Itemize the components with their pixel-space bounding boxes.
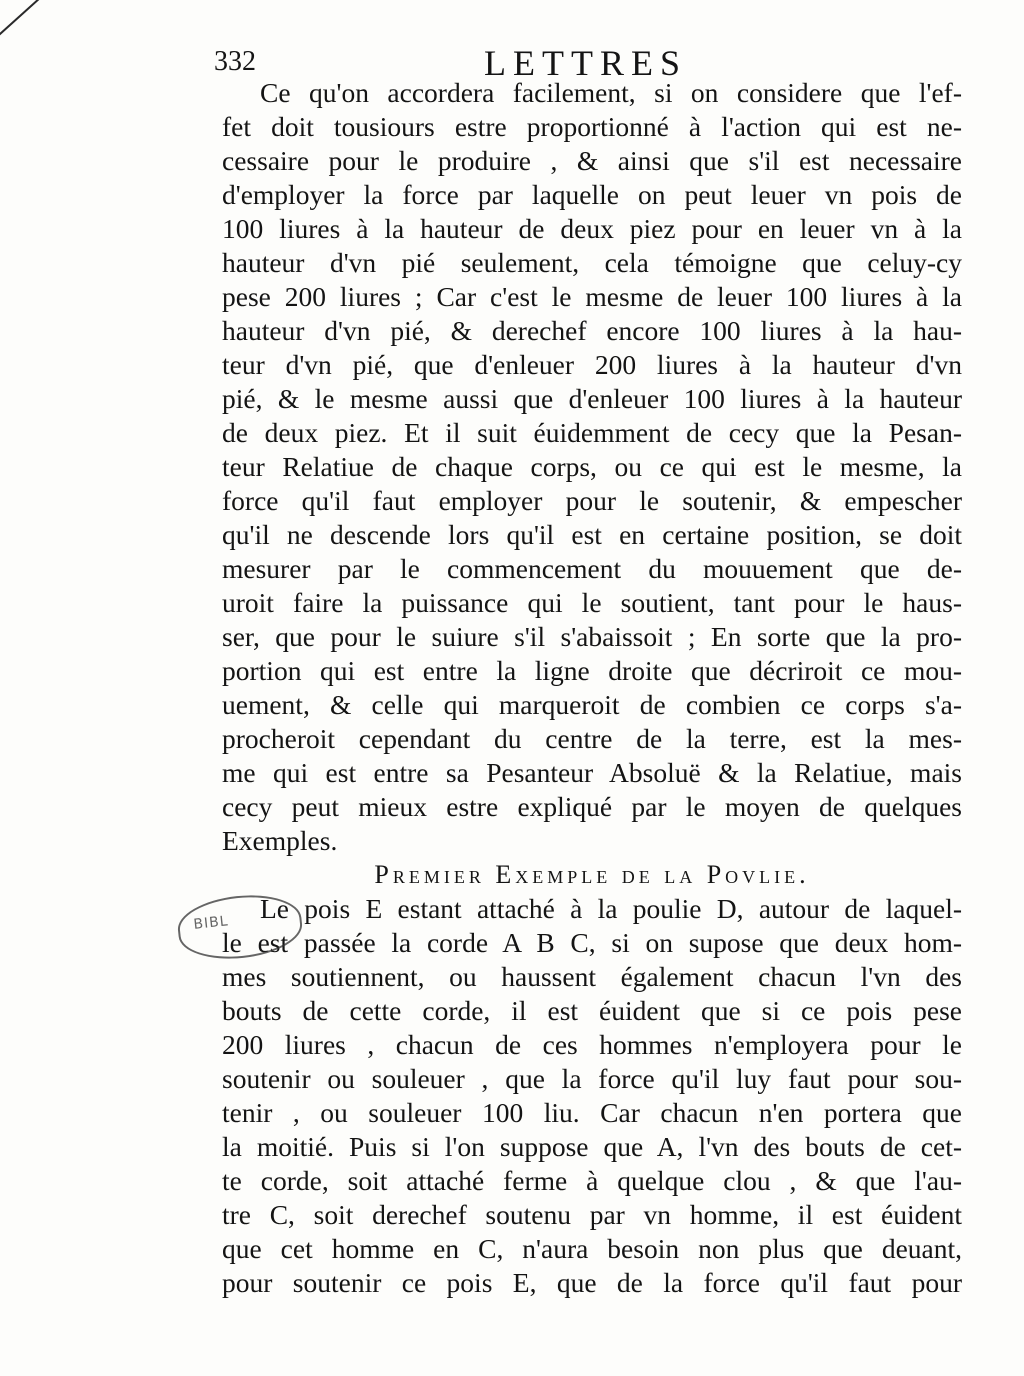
text-line: cecy peut mieux estre expliqué par le moyen de quelques [222, 791, 962, 822]
running-title: LETTRES [484, 43, 687, 83]
section-heading: Premier Exemple de la Povlie. [374, 860, 810, 889]
stamp-text: BIBL [192, 913, 230, 933]
text-line: pour soutenir ce pois E, que de la force qu'il faut pour [222, 1267, 962, 1298]
text-line: bouts de cette corde, il est éuident que si ce pois pese [222, 995, 962, 1026]
text-line: la moitié. Puis si l'on suppose que A, l'vn des bouts de cet- [222, 1131, 962, 1162]
text-line: qu'il ne descende lors qu'il est en certaine position, se doit [222, 519, 962, 550]
text-line: teur d'vn pié, que d'enleuer 200 liures à la hauteur d'vn [222, 349, 962, 380]
text-line: te corde, soit attaché ferme à quelque clou , & que l'au- [222, 1165, 962, 1196]
text-line: soutenir ou souleuer , que la force qu'il luy faut pour sou- [222, 1063, 962, 1094]
text-line: Exemples. [222, 825, 338, 856]
text-line: pié, & le mesme aussi que d'enleuer 100 liures à la hauteur [222, 383, 962, 414]
text-line: 200 liures , chacun de ces hommes n'employera pour le [222, 1029, 962, 1060]
text-line: mes soutiennent, ou haussent également chacun l'vn des [222, 961, 962, 992]
text-block [222, 76, 962, 1300]
text-line: ser, que pour le suiure s'il s'abaissoit ; En sorte que la pro- [222, 621, 962, 652]
text-line: 100 liures à la hauteur de deux piez pour en leuer vn à la [222, 213, 962, 244]
text-line: tre C, soit derechef soutenu par vn homme, il est éuident [222, 1199, 962, 1230]
text-line: procheroit cependant du centre de la terre, est la mes- [222, 723, 962, 754]
text-line: cessaire pour le produire , & ainsi que s'il est necessaire [222, 145, 962, 176]
text-line: pese 200 liures ; Car c'est le mesme de leuer 100 liures à la [222, 281, 962, 312]
text-line: uement, & celle qui marqueroit de combien ce corps s'a- [222, 689, 962, 720]
text-line: hauteur d'vn pié seulement, cela témoigne que celuy-cy [222, 247, 962, 278]
text-line: fet doit tousiours estre proportionné à l'action qui est ne- [222, 111, 962, 142]
page-corner-mark [0, 0, 90, 62]
text-line: hauteur d'vn pié, & derechef encore 100 liures à la hau- [222, 315, 962, 346]
text-line: le est passée la corde A B C, si on supose que deux hom- [222, 927, 962, 958]
text-line: tenir , ou souleuer 100 liu. Car chacun n'en portera que [222, 1097, 962, 1128]
text-line: mesurer par le commencement du mouuement que de- [222, 553, 962, 584]
text-line: d'employer la force par laquelle on peut leuer vn pois de [222, 179, 962, 210]
text-line: Ce qu'on accordera facilement, si on considere que l'ef- [260, 77, 962, 108]
text-line: me qui est entre sa Pesanteur Absoluë & la Relatiue, mais [222, 757, 962, 788]
text-line: portion qui est entre la ligne droite que décriroit ce mou- [222, 655, 962, 686]
page-number: 332 [214, 46, 256, 77]
text-line: de deux piez. Et il suit éuidemment de cecy que la Pesan- [222, 417, 962, 448]
text-line: teur Relatiue de chaque corps, ou ce qui est le mesme, la [222, 451, 962, 482]
text-line: uroit faire la puissance qui le soutient, tant pour le haus- [222, 587, 962, 618]
text-line: que cet homme en C, n'aura besoin non plus que deuant, [222, 1233, 962, 1264]
text-line: Le pois E estant attaché à la poulie D, autour de laquel- [260, 893, 962, 924]
text-line: force qu'il faut employer pour le soutenir, & empescher [222, 485, 962, 516]
